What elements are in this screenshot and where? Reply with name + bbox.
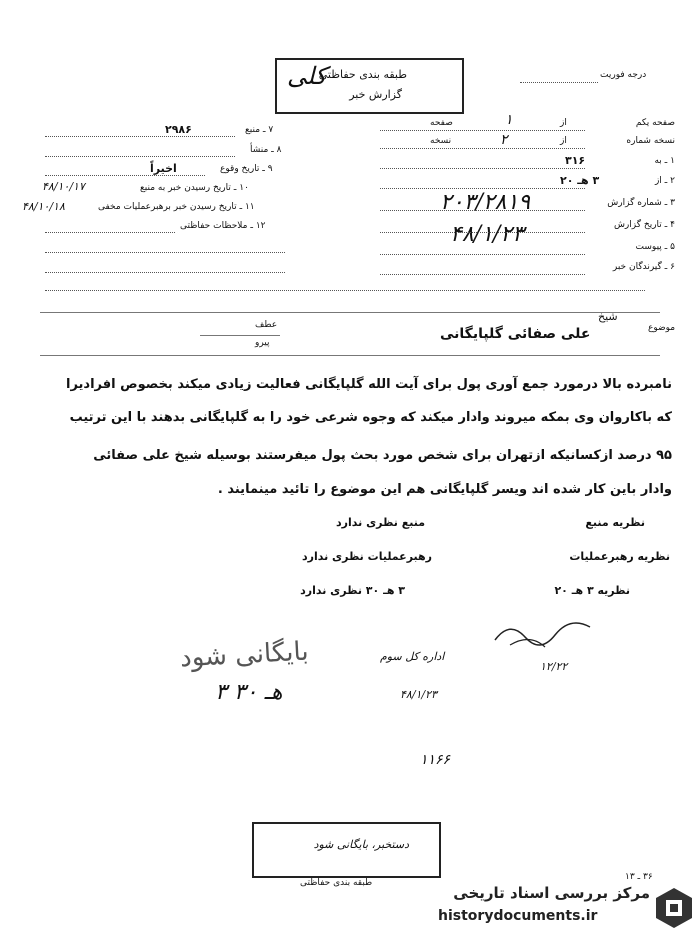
dots-l5 [45, 252, 285, 253]
field-copy-label: نسخه شماره [626, 136, 675, 146]
dots-r1 [380, 130, 585, 131]
field-to-value: ۳۱۶ [565, 154, 586, 167]
field-report-number-label: ۳ ـ شماره گزارش [607, 198, 675, 208]
field-source-value: ۲۹۸۶ [165, 123, 192, 136]
field-ops-received-value: ۴۸/۱۰/۱۸ [22, 200, 65, 213]
subject-label: موضوع [648, 323, 676, 333]
dots-l1 [45, 136, 235, 137]
field-page-value: ۱ [505, 112, 513, 128]
field-report-date-label: ۴ ـ تاریخ گزارش [613, 220, 675, 230]
field-report-date-value: ۴۸/۱/۲۳ [450, 222, 524, 247]
opinion-unit-value: ۳ هـ ۳۰ نظری ندارد [300, 584, 405, 597]
field-source-received-value: ۴۸/۱۰/۱۷ [42, 180, 85, 193]
dots-l7 [45, 290, 645, 291]
dots-l2 [45, 156, 235, 157]
archive-stamp: بایگانی شود [179, 636, 310, 674]
footer-box [252, 822, 441, 878]
field-origin-label: ۸ ـ منشأ [250, 145, 282, 155]
subject-prefix: شیخ [598, 310, 618, 323]
opinion-ops-value: رهبرعملیات نظری ندارد [301, 550, 432, 563]
watermark [418, 880, 698, 936]
footer-box-caption: طبقه بندی حفاظتی [300, 878, 373, 888]
field-occurrence-label: ۹ ـ تاریخ وقوع [220, 164, 273, 174]
field-source-received-label: ۱۰ ـ تاریخ رسیدن خبر به منبع [140, 183, 249, 193]
dots-r2 [380, 148, 585, 149]
opinion-source-label: نظریه منبع [585, 516, 645, 529]
opinion-unit-label: نظریه ۳ هـ ۲۰ [554, 584, 630, 597]
dots-l3 [45, 175, 205, 176]
dots-l4 [45, 232, 175, 233]
field-occurrence-value: اخیراً [150, 162, 177, 175]
field-attachment-label: ۵ ـ پیوست [635, 242, 675, 252]
field-copy-suffix: نسخه [430, 136, 452, 146]
unit-note: ۳ هـ ۳۰ [215, 680, 283, 705]
opinion-source-value: منبع نظری ندارد [336, 516, 425, 529]
field-source-label: ۷ ـ منبع [245, 125, 274, 135]
dots-r4 [380, 188, 585, 189]
body-line-1: نامبرده بالا درمورد جمع آوری پول برای آیت الله گلپایگانی فعالیت زیادی میکند بخصوص افرادیرا [65, 377, 672, 392]
subject-title: علی صفائی گلپایگانی [440, 326, 591, 342]
field-from-value: ۳ هـ ۲۰ [560, 174, 600, 187]
priority-line [520, 82, 598, 83]
field-copy-mid: از [560, 136, 567, 146]
dots-r5 [380, 210, 585, 211]
pirou-label: پیرو [255, 338, 270, 348]
footer-box-text: دستخبر، بایگانی شود [313, 838, 409, 851]
field-ops-received-label: ۱۱ ـ تاریخ رسیدن خبر برهبرعملیات مخفی [98, 202, 255, 212]
field-security-notes-label: ۱۲ ـ ملاحظات حفاظتی [180, 221, 266, 231]
signature-scribble [490, 615, 600, 655]
stamp-handwritten: کلی [287, 62, 327, 90]
body-line-3: ۹۵ درصد ازکسانیکه ازتهران برای شخص مورد بحث پول میفرستند بوسیله شیخ علی صفائی [93, 448, 672, 463]
atf-rule [200, 335, 280, 336]
field-from-label: ۲ ـ از [654, 176, 675, 186]
dots-r7 [380, 254, 585, 255]
page-number: ۱۱۶۶ [420, 752, 451, 768]
doc-code: ۳۶ ـ ۱۳ [625, 872, 653, 882]
date-note: ۴۸/۱/۲۳ [400, 688, 437, 701]
field-report-number-value: ۲۰۳/۲۸۱۹ [440, 190, 531, 215]
office-note: اداره کل سوم [380, 650, 445, 663]
opinion-ops-label: نظریه رهبرعملیات [569, 550, 670, 563]
body-line-2: که باکاروان وی بمکه میروند وادار میکند که وجوه شرعی خود را به گلپایگانی بدهند با این ترتیب [69, 410, 672, 425]
field-page-suffix: صفحه [430, 118, 453, 128]
classification-stamp [275, 58, 464, 114]
dots-r8 [380, 274, 585, 275]
archive-logo-icon [654, 886, 694, 930]
stamp-line1: طبقه بندی حفاظتی [318, 68, 407, 81]
field-copy-value: ۲ [500, 132, 508, 148]
dots-r6 [380, 232, 585, 233]
dots-l6 [45, 272, 285, 273]
stamp-line2: گزارش خبر [349, 88, 402, 101]
atf-label: عطف [255, 320, 278, 330]
subject-bottom-rule [40, 355, 660, 356]
field-to-label: ۱ ـ به [654, 156, 675, 166]
field-recipients-label: ۶ ـ گیرندگان خبر [612, 262, 675, 272]
priority-label: درجه فوریت [600, 70, 647, 80]
subject-rule [40, 312, 660, 313]
dots-r3 [380, 168, 585, 169]
signature-note: ۱۲/۲۲ [540, 660, 568, 673]
watermark-url: historydocuments.ir [438, 908, 598, 924]
field-page-label: صفحه یکم [635, 118, 675, 128]
body-line-4: وادار باین کار شده اند ویسر گلپایگانی هم این موضوع را تائید مینمایند . [217, 482, 672, 497]
watermark-title: مرکز بررسی اسناد تاریخی [453, 884, 650, 902]
field-page-mid: از [560, 118, 567, 128]
